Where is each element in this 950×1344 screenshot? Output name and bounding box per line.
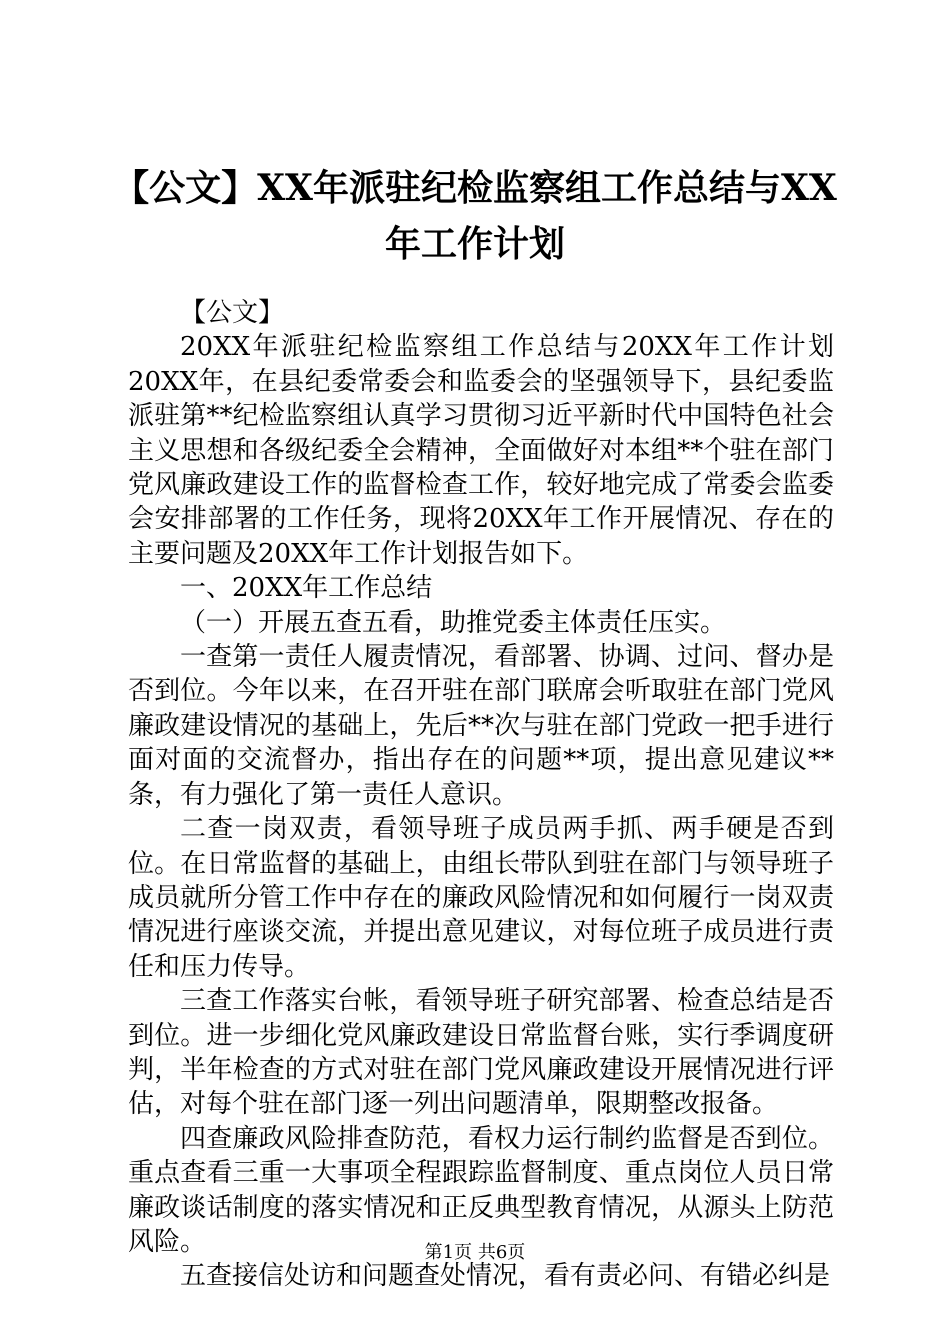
paragraph-check-5: 五查接信处访和问题查处情况，看有责必问、有错必纠是 [180, 1261, 831, 1292]
paragraph-check-1: 一查第一责任人履责情况，看部署、协调、过问、督办是否到位。今年以来，在召开驻在部门联席会听取驻在部门党风廉政建设情况的基础上，先后**次与驻在部门党政一把手进行面对面的交流督办，指出存在的问题**项，提出意见建议**条，有力强化了第一责任人意识。 [128, 642, 834, 810]
paragraph-check-2: 二查一岗双责，看领导班子成员两手抓、两手硬是否到位。在日常监督的基础上，由组长带队到驻在部门与领导班子成员就所分管工作中存在的廉政风险情况和如何履行一岗双责情况进行座谈交流，并提出意见建议，对每位班子成员进行责任和压力传导。 [128, 814, 834, 982]
document-body [128, 296, 834, 1294]
paragraph-intro: 20XX年派驻纪检监察组工作总结与20XX年工作计划20XX年，在县纪委常委会和监委会的坚强领导下，县纪委监派驻第**纪检监察组认真学习贯彻习近平新时代中国特色社会主义思想和各级纪委全会精神，全面做好对本组**个驻在部门党风廉政建设工作的监督检查工作，较好地完成了常委会监委会安排部署的工作任务，现将20XX年工作开展情况、存在的主要问题及20XX年工作计划报告如下。 [128, 332, 834, 569]
page-number-footer: 第1页 共6页 [424, 1242, 526, 1263]
paragraph-check-4: 四查廉政风险排查防范，看权力运行制约监督是否到位。重点查看三重一大事项全程跟踪监督制度、重点岗位人员日常廉政谈话制度的落实情况和正反典型教育情况，从源头上防范风险。 [128, 1123, 834, 1257]
paragraph-check-3: 三查工作落实台帐，看领导班子研究部署、检查总结是否到位。进一步细化党风廉政建设日常监督台账，实行季调度研判，半年检查的方式对驻在部门党风廉政建设开展情况进行评估，对每个驻在部门逐一列出问题清单，限期整改报备。 [128, 986, 834, 1120]
section-heading-summary: 一、20XX年工作总结 [180, 573, 433, 604]
document-title: 【公文】XX年派驻纪检监察组工作总结与XX年工作计划 [113, 167, 837, 265]
paragraph-doc-type: 【公文】 [180, 298, 285, 328]
subsection-heading-five-checks: （一）开展五查五看，助推党委主体责任压实。 [180, 607, 727, 638]
